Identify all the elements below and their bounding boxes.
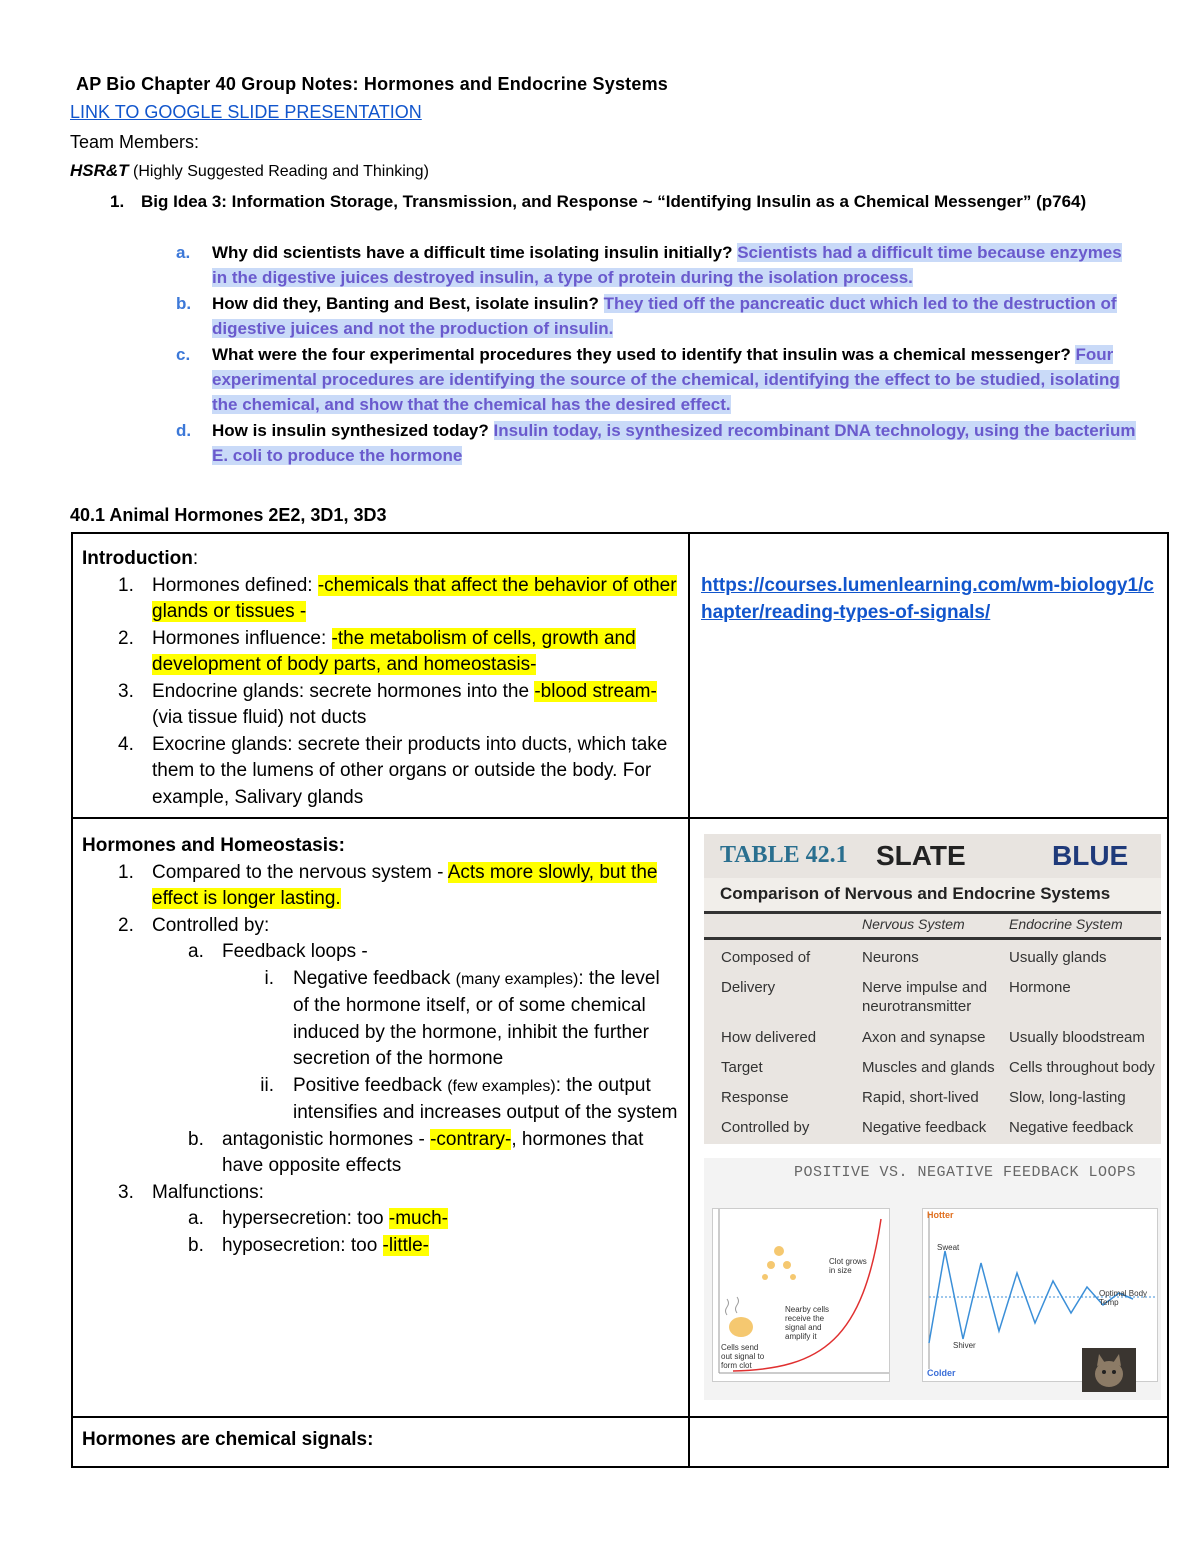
list-item: i. Negative feedback (many examples): the level of the hormone itself, or of some chemical induced by the hormone, inhibit the further secretion of the hormone <box>264 967 660 1069</box>
question-letter: d. <box>176 421 192 440</box>
hotter-label: Hotter <box>927 1210 954 1220</box>
question-item <box>140 240 1140 290</box>
list-item: a. Feedback loops - <box>188 941 368 962</box>
table-42-1-image <box>704 834 1161 1144</box>
cat-icon <box>1082 1348 1136 1392</box>
intro-list <box>82 573 678 812</box>
list-item: b. hyposecretion: too -little- <box>188 1234 429 1256</box>
intro-link-cell <box>689 533 1168 818</box>
table-cell: Slow, long-lasting <box>1009 1089 1126 1106</box>
list-item: 3. Malfunctions: <box>118 1181 264 1203</box>
table-cell: Response <box>721 1089 789 1106</box>
table-number: TABLE 42.1 <box>720 842 848 868</box>
list-item: a. hypersecretion: too -much- <box>188 1208 448 1229</box>
table-cell: Target <box>721 1059 763 1076</box>
table-image-subtitle: Comparison of Nervous and Endocrine Systems <box>720 884 1111 903</box>
question-item <box>140 291 1140 341</box>
question-list <box>140 240 1140 469</box>
chemical-signals-cell <box>72 1417 689 1467</box>
question-text: How did they, Banting and Best, isolate insulin? <box>212 294 599 313</box>
question-letter: b. <box>176 294 192 313</box>
feedback-image-title: POSITIVE VS. NEGATIVE FEEDBACK LOOPS <box>794 1164 1137 1181</box>
sweat-label: Sweat <box>937 1243 960 1252</box>
optimal-temp-label: Optimal Body Temp <box>1099 1289 1148 1307</box>
intro-heading: Introduction: <box>82 548 199 569</box>
question-text: How is insulin synthesized today? <box>212 421 489 440</box>
list-item: ii. Positive feedback (few examples): the output intensifies and increases output of the system <box>260 1074 678 1123</box>
hsr-full: (Highly Suggested Reading and Thinking) <box>133 163 429 180</box>
table-cell: Negative feedback <box>862 1119 987 1136</box>
question-item <box>140 418 1140 468</box>
table-cell: Controlled by <box>721 1119 810 1136</box>
table-cell: Usually glands <box>1009 949 1107 966</box>
intro-cell <box>72 533 689 818</box>
google-slides-link[interactable]: LINK TO GOOGLE SLIDE PRESENTATION <box>70 102 422 122</box>
table-cell: Hormone <box>1009 979 1071 996</box>
answer-text: Insulin today, is synthesized recombinant DNA technology, using the bacterium E. coli to produce the hormone <box>212 421 1136 465</box>
big-idea-number: 1. <box>110 192 125 211</box>
col-header-nervous: Nervous System <box>862 916 965 932</box>
question-letter: c. <box>176 345 191 364</box>
table-cell: How delivered <box>721 1029 817 1046</box>
page-title: AP Bio Chapter 40 Group Notes: Hormones and Endocrine Systems <box>76 74 668 94</box>
cells-send-label: Cells send out signal to form clot <box>721 1343 765 1370</box>
table-cell: Neurons <box>862 949 919 966</box>
positive-feedback-panel <box>712 1208 890 1382</box>
list-item: b. antagonistic hormones - -contrary-, hormones that have opposite effects <box>188 1128 644 1176</box>
table-cell: Delivery <box>721 979 776 996</box>
table-cell: Muscles and glands <box>862 1059 995 1076</box>
lumen-learning-link[interactable]: https://courses.lumenlearning.com/wm-biology1/chapter/reading-types-of-signals/ <box>701 575 1154 623</box>
list-item: 2. Hormones influence: -the metabolism of cells, growth and development of body parts, and homeostasis- <box>118 627 636 675</box>
homeostasis-heading: Hormones and Homeostasis: <box>82 835 345 856</box>
question-text: What were the four experimental procedures they used to identify that insulin was a chemical messenger? <box>212 345 1071 364</box>
big-idea-text: Big Idea 3: Information Storage, Transmission, and Response ~ “Identifying Insulin as a Chemical Messenger” (p764) <box>141 192 1087 211</box>
shiver-label: Shiver <box>953 1341 976 1350</box>
nearby-cells-label: Nearby cells receive the signal and amplify it <box>785 1305 830 1341</box>
hsr-heading <box>70 161 429 181</box>
clot-label: Clot grows in size <box>829 1257 867 1275</box>
question-letter: a. <box>176 243 191 262</box>
slate-label: SLATE <box>876 840 966 871</box>
table-rule <box>704 937 1161 940</box>
list-item: 2. Controlled by: <box>118 914 270 936</box>
answer-text: They tied off the pancreatic duct which led to the destruction of digestive juices and not the production of insulin. <box>212 294 1117 338</box>
answer-text: Four experimental procedures are identifying the source of the chemical, identifying the effect to be studied, isolating the chemical, and show that the chemical has the desired effect. <box>212 345 1120 414</box>
table-cell: Axon and synapse <box>862 1029 986 1046</box>
list-item: 1. Hormones defined: -chemicals that affect the behavior of other glands or tissues - <box>118 574 677 622</box>
answer-text: Scientists had a difficult time because enzymes in the digestive juices destroyed insulin, a type of protein during the isolation process. <box>212 243 1122 287</box>
section-heading: 40.1 Animal Hormones 2E2, 3D1, 3D3 <box>70 505 387 525</box>
table-cell: Composed of <box>721 949 811 966</box>
feedback-loops-image <box>704 1158 1161 1400</box>
empty-cell <box>689 1417 1168 1467</box>
list-item: 3. Endocrine glands: secrete hormones into the -blood stream- (via tissue fluid) not ducts <box>118 680 657 728</box>
chemical-signals-heading: Hormones are chemical signals: <box>82 1429 374 1450</box>
list-item: 1. Compared to the nervous system - Acts more slowly, but the effect is longer lasting. <box>118 861 658 909</box>
homeostasis-cell <box>72 818 689 1417</box>
col-header-endocrine: Endocrine System <box>1009 916 1123 932</box>
question-item <box>140 342 1140 417</box>
question-text: Why did scientists have a difficult time isolating insulin initially? <box>212 243 733 262</box>
colder-label: Colder <box>927 1368 956 1378</box>
hsr-abbr: HSR&T <box>70 161 129 180</box>
list-item: 4. Exocrine glands: secrete their products into ducts, which take them to the lumens of other organs or outside the body. For example, Salivary glands <box>118 733 668 808</box>
table-cell: Usually bloodstream <box>1009 1029 1145 1046</box>
blue-label: BLUE <box>1052 840 1129 871</box>
table-cell: Negative feedback <box>1009 1119 1134 1136</box>
table-cell: Cells throughout body <box>1009 1059 1155 1076</box>
table-cell: Nerve impulse and neurotransmitter <box>862 979 988 1015</box>
big-idea <box>104 189 1164 214</box>
table-cell: Rapid, short-lived <box>862 1089 979 1106</box>
table-rule <box>704 911 1161 914</box>
team-members-label: Team Members: <box>70 132 200 152</box>
cat-photo <box>1082 1348 1136 1392</box>
